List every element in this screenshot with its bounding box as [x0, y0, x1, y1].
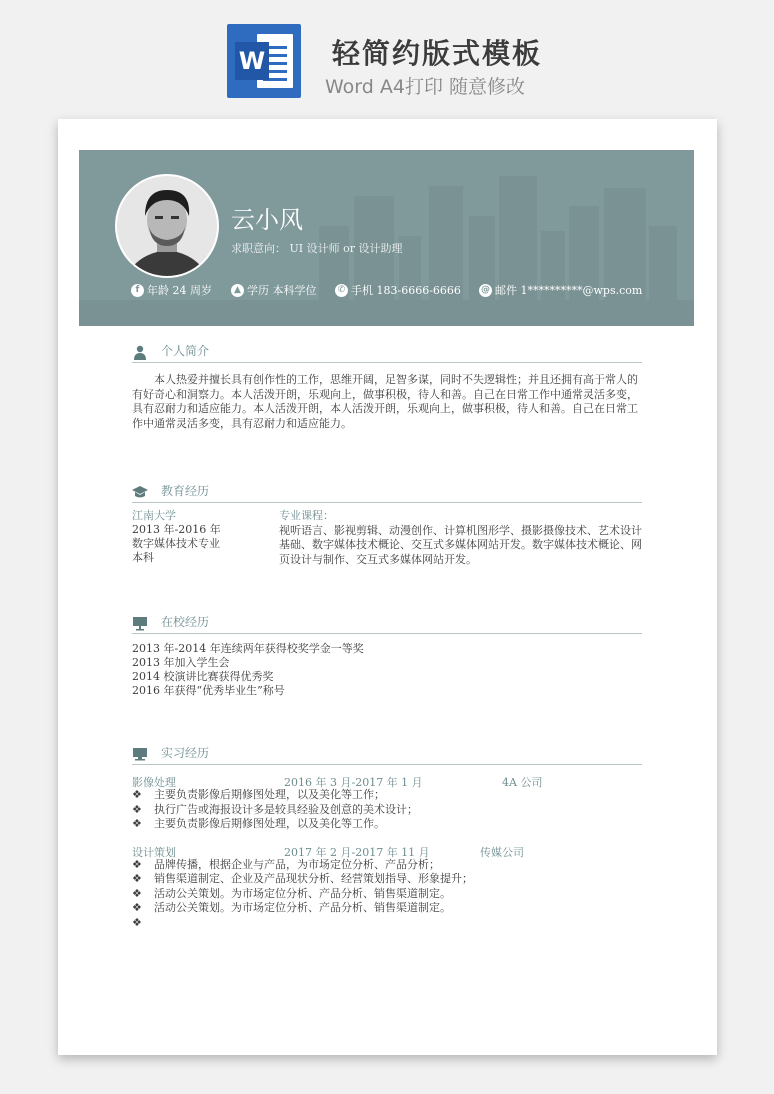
list-item: 2013 年-2014 年连续两年获得校奖学金一等奖 [132, 642, 364, 655]
job-period: 2016 年 3 月-2017 年 1 月 [284, 776, 423, 789]
section-internship [132, 744, 642, 930]
presentation-board-icon [132, 615, 148, 631]
education-major: 数字媒体技术专业 [132, 537, 220, 550]
avatar [115, 174, 219, 278]
list-item: 2014 校演讲比赛获得优秀奖 [132, 670, 274, 683]
education-degree: 本科 [132, 551, 154, 564]
banner-title: 轻简约版式模板 [332, 37, 543, 70]
section-title: 实习经历 [161, 746, 210, 760]
section-title: 个人简介 [161, 344, 210, 358]
list-item: ❖ 品牌传播，根据企业与产品，为市场定位分析、产品分析； [132, 857, 440, 871]
resume-page [58, 119, 717, 1055]
section-title: 教育经历 [161, 484, 210, 498]
job-role: 影像处理 [132, 776, 176, 789]
profile-header [79, 150, 694, 326]
campus-list [132, 642, 642, 698]
list-item: ❖ 活动公关策划。为市场定位分析、产品分析、销售渠道制定。 [132, 886, 451, 900]
job-entry [132, 774, 642, 832]
list-item: 2016 年获得“优秀毕业生”称号 [132, 684, 285, 697]
job-intent: 求职意向： UI 设计师 or 设计助理 [231, 242, 403, 255]
banner-subtitle: Word A4打印 随意修改 [325, 76, 526, 98]
candidate-name: 云小风 [231, 206, 303, 234]
email-icon: @ [481, 284, 490, 295]
monitor-icon [132, 746, 148, 762]
education-period: 2013 年-2016 年 [132, 523, 221, 536]
phone-icon: ✆ [335, 284, 348, 297]
list-item: ❖ 主要负责影像后期修图处理，以及美化等工作。 [132, 817, 385, 830]
phone-item: ✆ 手机 183-6666-6666 [335, 282, 461, 298]
school-name: 江南大学 [132, 509, 176, 522]
section-campus [132, 613, 642, 698]
section-title: 在校经历 [161, 615, 210, 629]
list-item: ❖ 活动公关策划。为市场定位分析、产品分析、销售渠道制定。 [132, 901, 451, 914]
age-item: f 年龄 24 周岁 [131, 282, 212, 298]
email-item: @ 邮件 1**********@wps.com [481, 284, 643, 297]
list-item: ❖ 执行广告或海报设计多是较具经验及创意的美术设计； [132, 802, 418, 816]
person-icon [132, 344, 148, 360]
job-company: 4A 公司 [502, 776, 543, 789]
education-summary [132, 509, 272, 565]
job-entry [132, 844, 642, 931]
education-icon: ▲ [231, 284, 244, 297]
graduation-cap-icon [132, 484, 148, 500]
list-item: ❖ [132, 915, 142, 929]
courses-label: 专业课程： [279, 509, 334, 522]
section-education [132, 482, 642, 569]
job-period: 2017 年 2 月-2017 年 11 月 [284, 845, 430, 859]
age-icon: f [131, 284, 144, 297]
list-item: ❖ 主要负责影像后期修图处理，以及美化等工作； [132, 788, 385, 801]
list-item: 2013 年加入学生会 [132, 656, 230, 669]
template-banner [0, 0, 774, 118]
education-item: ▲ 学历 本科学位 [231, 282, 317, 298]
job-role: 设计策划 [132, 845, 176, 859]
word-logo-icon: W [227, 24, 301, 98]
courses-text: 视听语言、影视剪辑、动漫创作、计算机图形学、摄影摄像技术、艺术设计基础、数字媒体技术概论、交互式多媒体网站开发。数字媒体技术概论、网页设计与制作、交互式多媒体网站开发。 [279, 523, 642, 566]
list-item: ❖ 销售渠道制定、企业及产品现状分析、经营策划指导、形象提升； [132, 872, 473, 885]
section-intro [132, 342, 642, 431]
courses [279, 509, 643, 567]
contact-info-row [131, 282, 691, 298]
job-company: 传媒公司 [480, 845, 524, 859]
intro-text: 本人热爱并擅长具有创作性的工作，思维开阔，足智多谋，同时不失逻辑性；并且还拥有高于常人的有好奇心和洞察力。本人活泼开朗，乐观向上，做事积极，待人和善。自己在日常工作中通常灵活多变，具有忍耐力和适应能力。本人活泼开朗，本人活泼开朗，乐观向上，做事积极，待人和善。自己在日常工作中通常灵活多变，具有忍耐力和适应能力。 [132, 373, 638, 430]
